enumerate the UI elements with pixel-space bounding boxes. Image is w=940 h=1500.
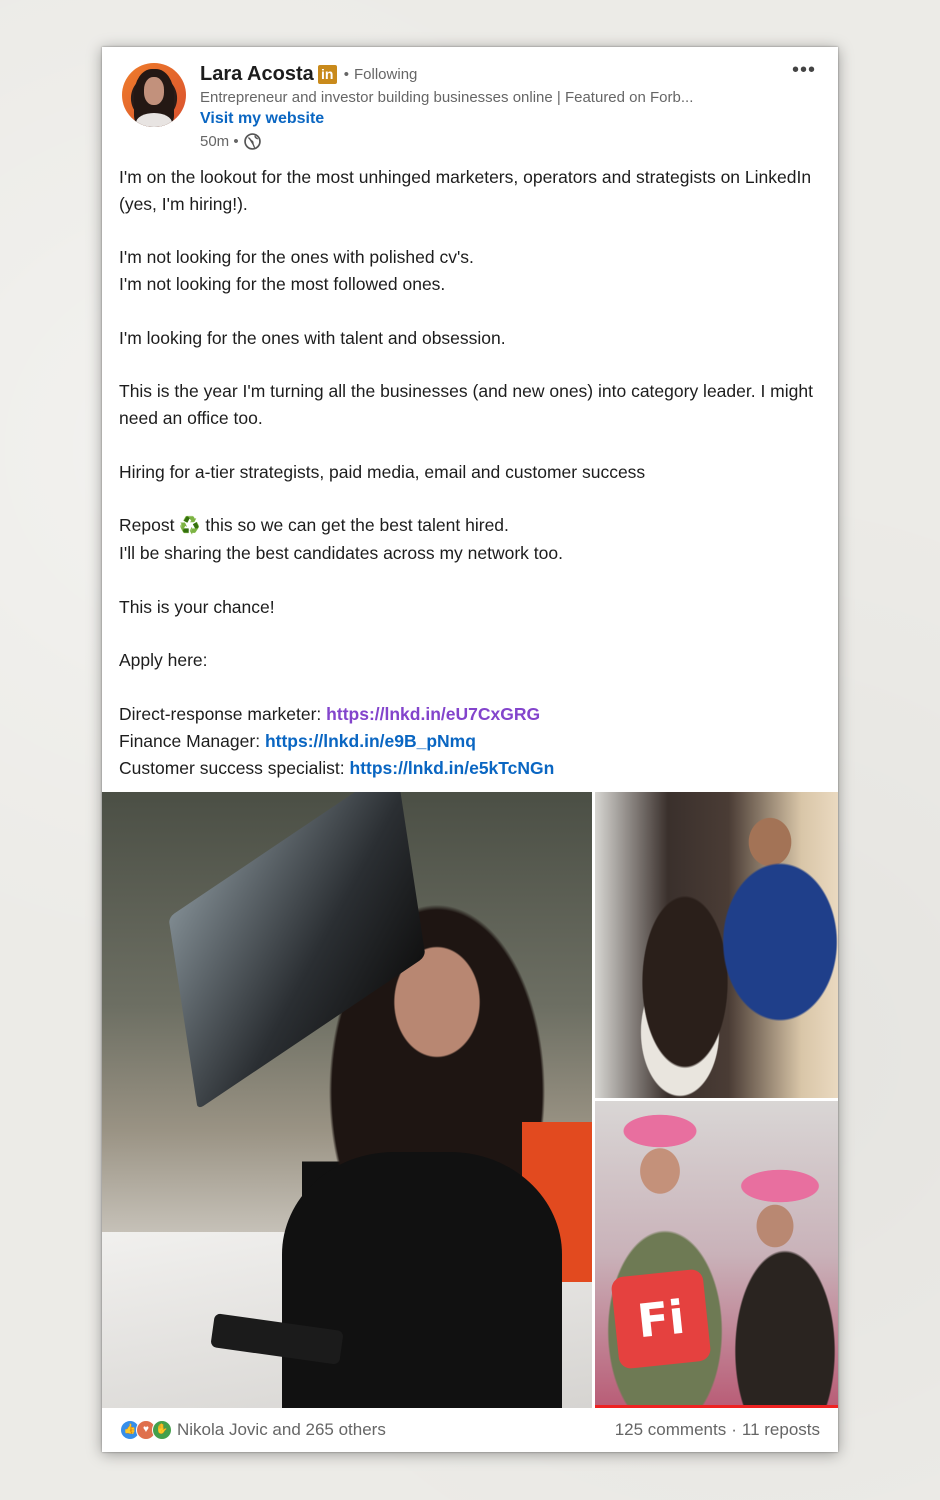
- post-paragraph: Apply here:: [119, 650, 208, 671]
- like-icon: 👍: [120, 1420, 140, 1440]
- author-name[interactable]: Lara Acosta: [200, 63, 314, 85]
- post-paragraph: I'm on the lookout for the most unhinged marketers, operators and strategists on LinkedIn (yes, I'm hiring!).: [119, 167, 812, 214]
- job-line: Direct-response marketer: https://lnkd.in/eU7CxGRG: [119, 703, 541, 724]
- fi-sign: Fi: [610, 1268, 711, 1369]
- post-paragraph: I'll be sharing the best candidates across my network too.: [119, 543, 563, 564]
- post-paragraph: I'm not looking for the most followed ones.: [119, 274, 446, 295]
- job-link-customer-success[interactable]: https://lnkd.in/e5kTcNGn: [349, 757, 555, 778]
- reactions-text: Nikola Jovic and 265 others: [177, 1420, 386, 1439]
- author-header: [200, 63, 417, 86]
- comments-count-link[interactable]: 125 comments: [614, 1420, 727, 1439]
- visit-website-link[interactable]: Visit my website: [200, 110, 325, 127]
- separator: •: [343, 66, 350, 83]
- post-image-top-right[interactable]: [595, 792, 838, 1098]
- post-meta: [200, 133, 261, 150]
- clap-icon: ✋: [152, 1420, 172, 1440]
- post-text: [119, 164, 831, 781]
- job-line: Finance Manager: https://lnkd.in/e9B_pNmq: [119, 730, 476, 751]
- linkedin-post-card: [102, 47, 838, 1452]
- post-image-bottom-right[interactable]: [595, 1101, 838, 1408]
- post-paragraph: This is the year I'm turning all the businesses (and new ones) into category leader. I might need an office too.: [119, 381, 813, 429]
- linkedin-premium-badge-icon: in: [318, 65, 337, 84]
- post-paragraph: Repost ♻️ this so we can get the best talent hired.: [119, 515, 509, 536]
- post-paragraph: I'm not looking for the ones with polished cv's.: [119, 247, 474, 268]
- globe-icon: [244, 133, 261, 150]
- more-options-button[interactable]: •••: [791, 59, 816, 81]
- job-line: Customer success specialist: https://lnkd.in/e5kTcNGn: [119, 757, 555, 778]
- recycle-emoji-icon: ♻️: [179, 516, 201, 536]
- author-headline: Entrepreneur and investor building businesses online | Featured on Forb...: [200, 89, 694, 106]
- reposts-count-link[interactable]: 11 reposts: [741, 1420, 820, 1439]
- separator: •: [229, 133, 239, 150]
- reactions-summary[interactable]: [120, 1420, 386, 1440]
- post-image-main[interactable]: [102, 792, 592, 1408]
- post-timestamp: 50m: [200, 133, 230, 150]
- post-paragraph: I'm looking for the ones with talent and obsession.: [119, 327, 506, 348]
- author-avatar[interactable]: [122, 63, 186, 127]
- job-link-direct-response[interactable]: https://lnkd.in/eU7CxGRG: [326, 703, 541, 724]
- post-social-counts: [102, 1408, 838, 1452]
- following-status[interactable]: Following: [354, 66, 418, 83]
- post-paragraph: This is your chance!: [119, 596, 275, 617]
- post-image-grid: [102, 792, 838, 1408]
- post-paragraph: Hiring for a-tier strategists, paid media, email and customer success: [119, 461, 646, 482]
- job-link-finance-manager[interactable]: https://lnkd.in/e9B_pNmq: [264, 730, 476, 751]
- separator: ·: [731, 1420, 737, 1439]
- love-icon: ♥: [136, 1420, 156, 1440]
